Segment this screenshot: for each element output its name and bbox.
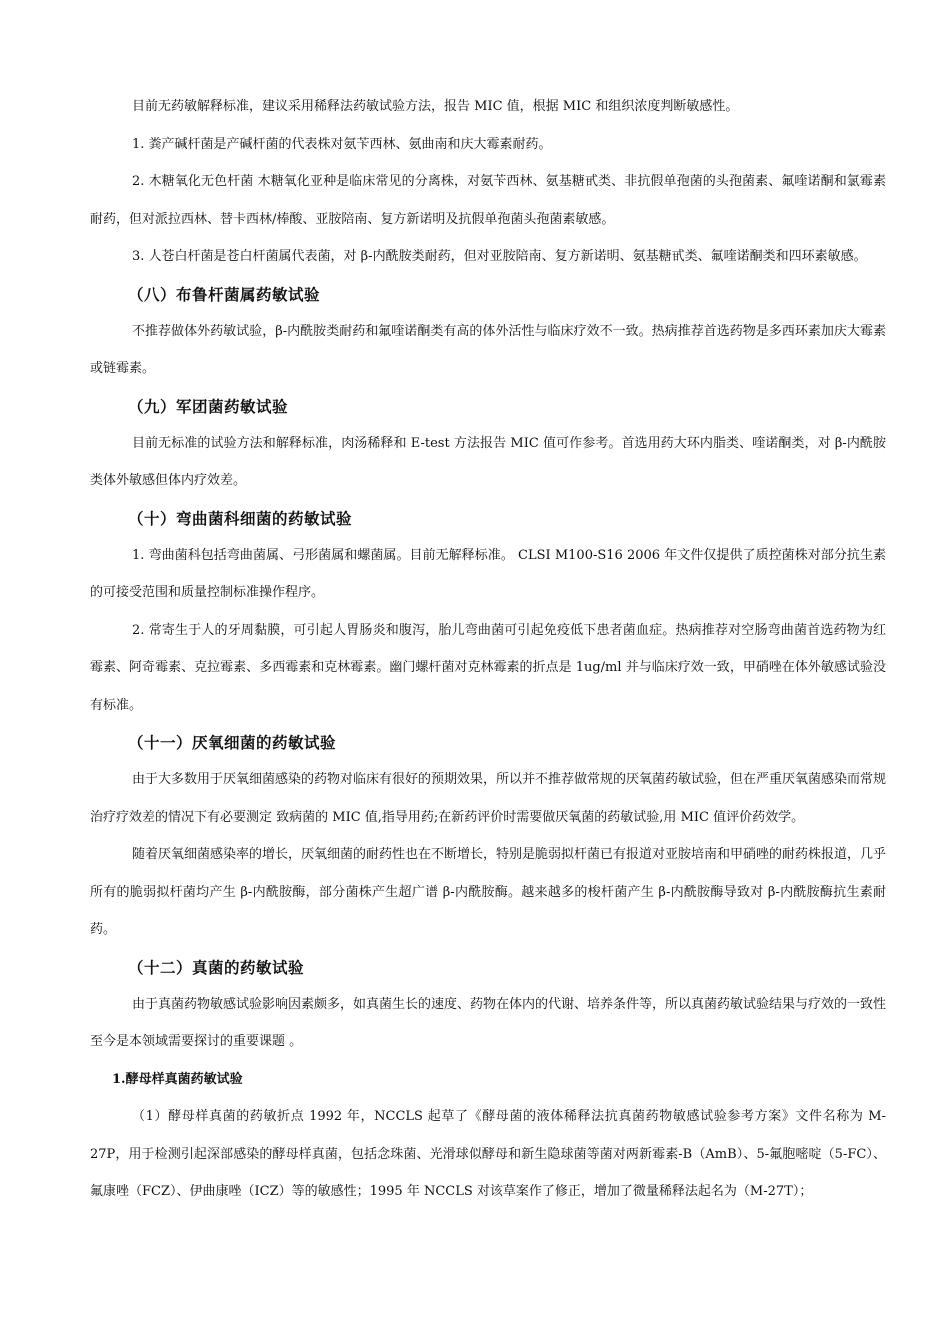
paragraph-anaerobes-1: 由于大多数用于厌氧细菌感染的药物对临床有很好的预期效果，所以并不推荐做常规的厌氧菌药敏试验，但在严重厌氧菌感染而常规治疗疗效差的情况下有必要测定 致病菌的 MIC 值,指导用药;在新药评价时需要做厌氧菌的药敏试验,用 MIC 值评价药效学。	[90, 772, 887, 825]
heading-anaerobes: （十一）厌氧细菌的药敏试验	[128, 733, 337, 752]
heading-fungi: （十二）真菌的药敏试验	[128, 957, 305, 977]
paragraph-ochrobactrum-anthropi: 3. 人苍白杆菌是苍白杆菌属代表菌，对 β-内酰胺类耐药，但对亚胺陪南、复方新诺明、氨基糖甙类、氟喹诺酮类和四环素敏感。	[132, 249, 867, 264]
paragraph-legionella: 目前无标准的试验方法和解释标准，肉汤稀释和 E-test 方法报告 MIC 值可作参考。首选用药大环内脂类、喹诺酮类，对 β-内酰胺类体外敏感但体内疗效差。	[90, 435, 886, 488]
heading-brucella: （八）布鲁杆菌属药敏试验	[128, 284, 321, 304]
heading-legionella: （九）军团菌药敏试验	[128, 396, 289, 416]
paragraph-brucella: 不推荐做体外药敏试验，β-内酰胺类耐药和氟喹诺酮类有高的体外活性与临床疗效不一致。热病推荐首选药物是多西环素加庆大霉素或链霉素。	[90, 323, 886, 376]
paragraph-campylobacteraceae-2: 2. 常寄生于人的牙周黏膜，可引起人胃肠炎和腹泻，胎儿弯曲菌可引起免疫低下患者菌血症。热病推荐对空肠弯曲菌首选药物为红霉素、阿奇霉素、克拉霉素、多西霉素和克林霉素。幽门螺杆菌对克林霉素的折点是 1ug/ml 并与临床疗效一致，甲硝唑在体外敏感试验没有标准。	[90, 622, 886, 713]
subheading-yeast-like-fungi: 1.酵母样真菌药敏试验	[112, 1071, 243, 1087]
paragraph-no-interpretive-standard: 目前无药敏解释标准，建议采用稀释法药敏试验方法，报告 MIC 值，根据 MIC 和组织浓度判断敏感性。	[132, 99, 739, 114]
paragraph-anaerobes-2: 随着厌氧细菌感染率的增长，厌氧细菌的耐药性也在不断增长，特别是脆弱拟杆菌已有报道对亚胺培南和甲硝唑的耐药株报道，几乎所有的脆弱拟杆菌均产生 β-内酰胺酶，部分菌株产生超广谱 β-内酰胺酶。越来越多的梭杆菌产生 β-内酰胺酶导致对 β-内酰胺酶抗生素耐药。	[90, 847, 887, 937]
paragraph-fungi: 由于真菌药物敏感试验影响因素颇多，如真菌生长的速度、药物在体内的代谢、培养条件等，所以真菌药敏试验结果与疗效的一致性至今是本领域需要探讨的重要课题 。	[90, 996, 887, 1049]
paragraph-achromobacter-xylosoxidans: 2. 木糖氧化无色杆菌 木糖氧化亚种是临床常见的分离株，对氨苄西林、氨基糖甙类、非抗假单孢菌的头孢菌素、氟喹诺酮和氯霉素耐药，但对派拉西林、替卡西林/棒酸、亚胺陪南、复方新诺明及抗假单孢菌头孢菌素敏感。	[90, 174, 886, 227]
paragraph-campylobacteraceae-1: 1. 弯曲菌科包括弯曲菌属、弓形菌属和螺菌属。目前无解释标准。 CLSI M100-S16 2006 年文件仅提供了质控菌株对部分抗生素的可接受范围和质量控制标准操作程序。	[90, 547, 886, 600]
heading-campylobacteraceae: （十）弯曲菌科细菌的药敏试验	[128, 508, 353, 528]
paragraph-yeast-breakpoints: （1）酵母样真菌的药敏折点 1992 年，NCCLS 起草了《酵母菌的液体稀释法抗真菌药物敏感试验参考方案》文件名称为 M-27P，用于检测引起深部感染的酵母样真菌，包括念珠菌、光滑球似酵母和新生隐球菌等菌对两新霉素-B（AmB）、5-氟胞嘧啶（5-FC）、氟康唑（FCZ）、伊曲康唑（ICZ）等的敏感性；1995 年 NCCLS 对该草案作了修正，增加了微量稀释法起名为（M-27T）；	[90, 1109, 886, 1199]
paragraph-alcaligenes-faecalis: 1. 粪产碱杆菌是产碱杆菌的代表株对氨苄西林、氨曲南和庆大霉素耐药。	[132, 136, 552, 152]
